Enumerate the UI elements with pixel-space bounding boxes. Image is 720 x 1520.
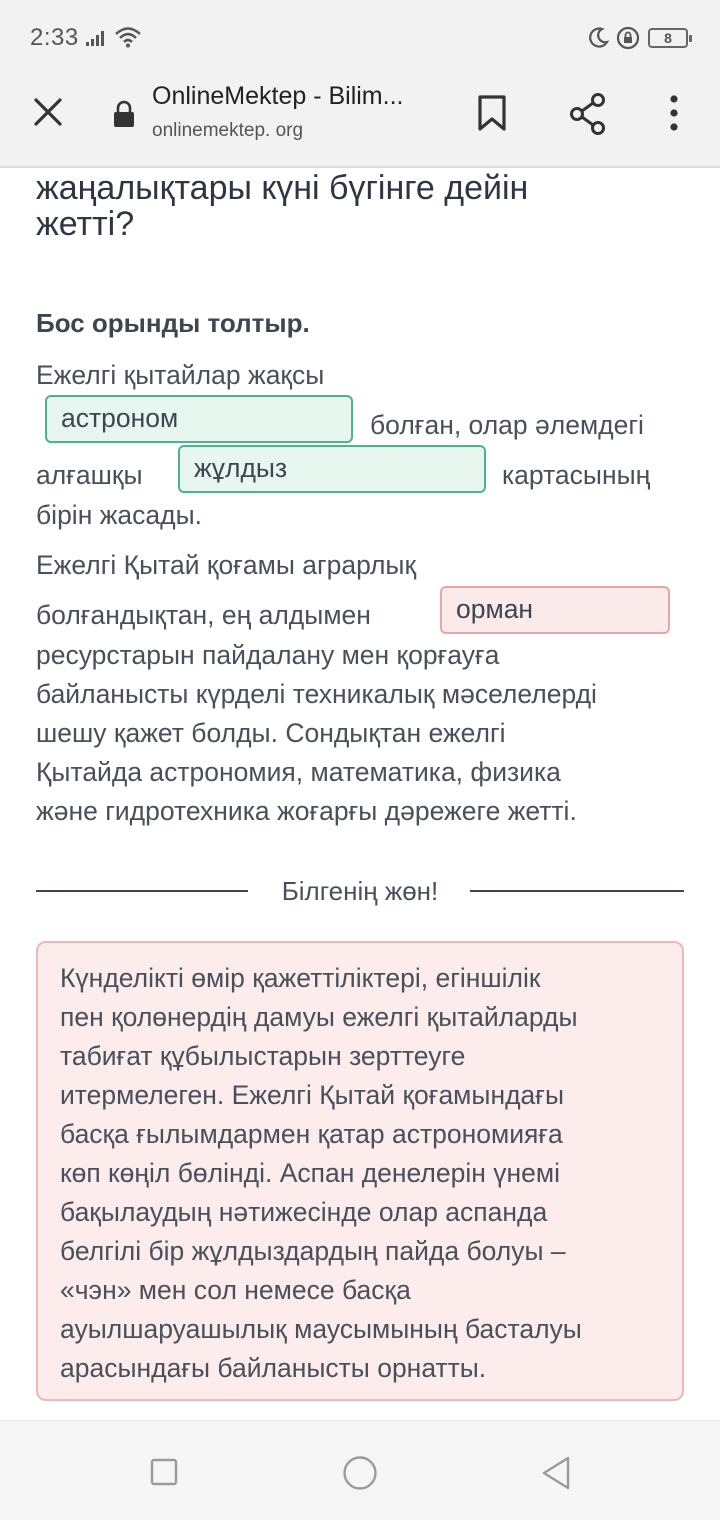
divider-right [470, 890, 684, 892]
back-icon[interactable] [540, 1455, 572, 1491]
more-icon[interactable] [664, 94, 684, 132]
answer-blank-correct[interactable]: астроном [45, 395, 353, 443]
paragraph-text: картасының [502, 460, 651, 490]
did-you-know-box [36, 941, 684, 1401]
home-icon[interactable] [342, 1455, 378, 1491]
bookmark-icon[interactable] [476, 94, 508, 132]
signal-icon [86, 30, 108, 46]
system-nav-bar [0, 1420, 720, 1520]
paragraph-text: байланысты күрделі техникалық мәселелерді [36, 679, 597, 709]
paragraph-text: Ежелгі Қытай қоғамы аграрлық [36, 550, 417, 580]
battery-indicator: 8 [648, 28, 688, 48]
note-line: итермелеген. Ежелгі Қытай қоғамындағы [60, 1080, 564, 1110]
page-url[interactable]: onlinemektep. org [152, 120, 304, 141]
note-line: табиғат құбылыстарын зерттеуге [60, 1041, 466, 1071]
note-heading: Білгенің жөн! [281, 876, 439, 906]
lock-rotate-icon [616, 26, 640, 50]
paragraph-text: болғандықтан, ең алдымен [36, 600, 371, 630]
paragraph-text: болған, олар әлемдегі [370, 410, 644, 440]
note-line: бақылаудың нәтижесінде олар аспанда [60, 1197, 548, 1227]
note-line: ауылшаруашылық маусымының басталуы [60, 1314, 582, 1344]
note-line: пен қолөнердің дамуы ежелгі қытайларды [60, 1002, 578, 1032]
paragraph-text: шешу қажет болды. Сондықтан ежелгі [36, 718, 506, 748]
paragraph-text: бірін жасады. [36, 500, 203, 530]
question-line: жетті? [36, 205, 135, 243]
note-line: Күнделікті өмір қажеттіліктері, егіншілік [60, 963, 541, 993]
paragraph-text: Ежелгі қытайлар жақсы [36, 360, 325, 390]
page-content [0, 170, 720, 1418]
note-line: арасындағы байланысты орнатты. [60, 1353, 487, 1383]
paragraph-text: алғашқы [36, 460, 143, 490]
status-time: 2:33 [30, 24, 79, 51]
share-icon[interactable] [568, 92, 608, 136]
task-title: Бос орынды толтыр. [36, 308, 310, 338]
note-line: көп көңіл бөлінді. Аспан денелерін үнемі [60, 1158, 560, 1188]
note-line: басқа ғылымдармен қатар астрономияға [60, 1119, 563, 1149]
question-line: жаңалықтары күні бүгінге дейін [36, 170, 529, 207]
answer-blank-correct[interactable]: жұлдыз [178, 445, 486, 493]
padlock-icon[interactable] [112, 100, 136, 128]
paragraph-text: Қытайда астрономия, математика, физика [36, 757, 561, 787]
answer-blank-wrong[interactable]: орман [440, 586, 670, 634]
status-bar [0, 0, 720, 76]
moon-icon [586, 26, 610, 50]
page-title[interactable]: OnlineMektep - Bilim... [152, 82, 404, 110]
close-icon[interactable] [30, 94, 66, 130]
question-text [36, 170, 686, 242]
paragraph-text: ресурстарын пайдалану мен қорғауға [36, 640, 500, 670]
paragraph-text: және гидротехника жоғарғы дәрежеге жетті. [36, 796, 577, 826]
browser-toolbar [0, 76, 720, 168]
note-line: «чэн» мен сол немесе басқа [60, 1275, 411, 1305]
note-line: белгілі бір жұлдыздардың пайда болуы – [60, 1236, 566, 1266]
recents-icon[interactable] [150, 1458, 178, 1486]
wifi-icon [114, 26, 142, 48]
